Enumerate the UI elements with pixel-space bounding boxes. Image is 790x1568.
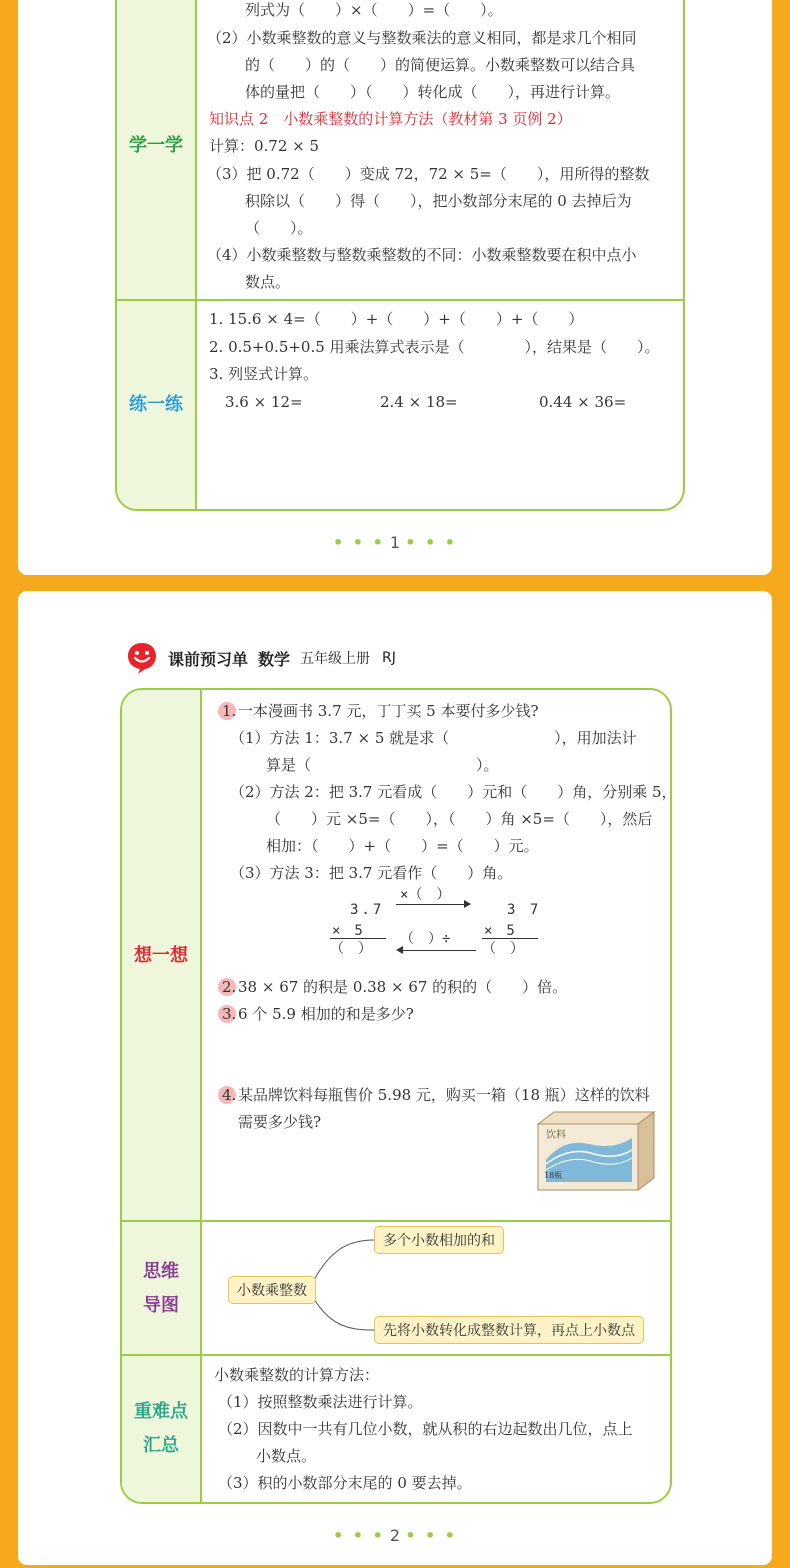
method1-line1: （1）方法 1：3.7 × 5 就是求（ ），用加法计 [230, 729, 637, 747]
learn-line1: 列式为（ ）×（ ）=（ ）。 [245, 1, 503, 19]
mindmap-label: 思维 导图 [122, 1222, 202, 1356]
learn-item3-line3: （ ）。 [245, 219, 313, 237]
practice-calc-1: 3.6 × 12= [225, 393, 303, 411]
arrow-top-label: ×（ ） [400, 887, 451, 903]
learn-item3-line1: （3）把 0.72（ ）变成 72，72 × 5=（ ），用所得的整数 [207, 165, 650, 183]
calc-prompt: 计算：0.72 × 5 [209, 137, 320, 155]
page-number-1: • • • 1 • • • [332, 533, 458, 552]
learn-item2-line1: （2）小数乘整数的意义与整数乘法的意义相同，都是求几个相同 [207, 29, 637, 47]
practice-q2: 2. 0.5+0.5+0.5 用乘法算式表示是（ ），结果是（ ）。 [209, 338, 660, 356]
row-divider [117, 299, 683, 301]
arrow-bottom-label: （ ）÷ [400, 931, 451, 947]
summary-step-3: （3）积的小数部分末尾的 0 要去掉。 [218, 1474, 472, 1492]
learn-item4-line1: （4）小数乘整数与整数乘整数的不同：小数乘整数要在积中点小 [207, 246, 637, 264]
vertical-calc-diagram [322, 888, 582, 968]
q4-line1: 某品牌饮料每瓶售价 5.98 元，购买一箱（18 瓶）这样的饮料 [238, 1086, 650, 1104]
learn-item2-line2: 的（ ）的（ ）的简便运算。小数乘整数可以结合具 [245, 56, 636, 74]
q2-text: 38 × 67 的积是 0.38 × 67 的积的（ ）倍。 [238, 978, 568, 996]
q3-text: 6 个 5.9 相加的和是多少? [238, 1005, 414, 1023]
left-arrow [402, 950, 476, 951]
row-divider [122, 1220, 670, 1222]
right-factor: 3 7 [507, 902, 542, 918]
q3-number: 3. [222, 1005, 237, 1023]
header-edition: RJ [382, 650, 396, 666]
right-arrow [396, 904, 470, 905]
left-factor: 3.7 [350, 902, 385, 918]
header-title: 课前预习单 [168, 649, 249, 669]
drink-box-count: 18瓶 [544, 1171, 563, 1180]
practice-label: 练一练 [117, 301, 197, 509]
page-1 [15, 0, 775, 578]
summary-step-1: （1）按照整数乘法进行计算。 [218, 1393, 423, 1411]
learn-item4-line2: 数点。 [245, 273, 291, 291]
study-table [115, 0, 685, 511]
drink-box-illustration [534, 1110, 658, 1192]
q2-number: 2. [222, 978, 237, 996]
method2-line1: （2）方法 2：把 3.7 元看成（ ）元和（ ）角，分别乘 5， [230, 783, 677, 801]
drink-box-label: 饮料 [546, 1130, 566, 1141]
left-result: （ ） [330, 941, 372, 957]
left-multiplier: × 5 [332, 923, 363, 939]
page-2 [15, 588, 775, 1568]
mindmap-branch-2: 先将小数转化成整数计算，再点上小数点 [374, 1316, 644, 1344]
practice-q3: 3. 列竖式计算。 [209, 365, 319, 383]
right-result: （ ） [482, 941, 524, 957]
learn-label: 学一学 [117, 0, 197, 301]
summary-step-2-line2: 小数点。 [256, 1447, 317, 1465]
summary-title: 小数乘整数的计算方法： [214, 1366, 380, 1384]
row-divider [122, 1354, 670, 1356]
page-number-2: • • • 2 • • • [332, 1526, 458, 1545]
practice-calc-3: 0.44 × 36= [539, 393, 627, 411]
method2-line2: （ ）元 ×5=（ ），（ ）角 ×5=（ ），然后 [266, 810, 653, 828]
learn-item2-line3: 体的量把（ ）（ ）转化成（ ），再进行计算。 [245, 83, 621, 101]
right-multiplier: × 5 [484, 923, 515, 939]
q1-number: 1. [222, 702, 237, 720]
q1-text: 一本漫画书 3.7 元，丁丁买 5 本要付多少钱? [238, 702, 539, 720]
learn-item3-line2: 积除以（ ）得（ ），把小数部分末尾的 0 去掉后为 [245, 192, 632, 210]
q4-line2: 需要多少钱? [238, 1113, 322, 1131]
smile-icon [126, 641, 158, 675]
method1-line2: 算是（ ）。 [266, 756, 499, 774]
summary-label: 重难点 汇总 [122, 1356, 202, 1502]
q4-number: 4. [222, 1086, 237, 1104]
think-label: 想一想 [122, 690, 202, 1222]
left-arrow-head [396, 946, 403, 954]
practice-q1: 1. 15.6 × 4=（ ）+（ ）+（ ）+（ ） [209, 310, 584, 328]
method3-line: （3）方法 3：把 3.7 元看作（ ）角。 [230, 864, 513, 882]
mindmap-center: 小数乘整数 [228, 1276, 316, 1304]
knowledge-point-2: 知识点 2 小数乘整数的计算方法（教材第 3 页例 2） [209, 110, 572, 128]
header-subject: 数学 [258, 649, 291, 669]
preview-table [120, 688, 677, 1504]
summary-step-2-line1: （2）因数中一共有几位小数，就从积的右边起数出几位，点上 [218, 1420, 633, 1438]
method2-line3: 相加：（ ）+（ ）=（ ）元。 [266, 837, 539, 855]
right-arrow-head [464, 900, 471, 908]
header [126, 641, 396, 675]
mindmap-branch-1: 多个小数相加的和 [374, 1226, 504, 1254]
header-grade: 五年级上册 [300, 651, 371, 667]
practice-calc-2: 2.4 × 18= [380, 393, 458, 411]
